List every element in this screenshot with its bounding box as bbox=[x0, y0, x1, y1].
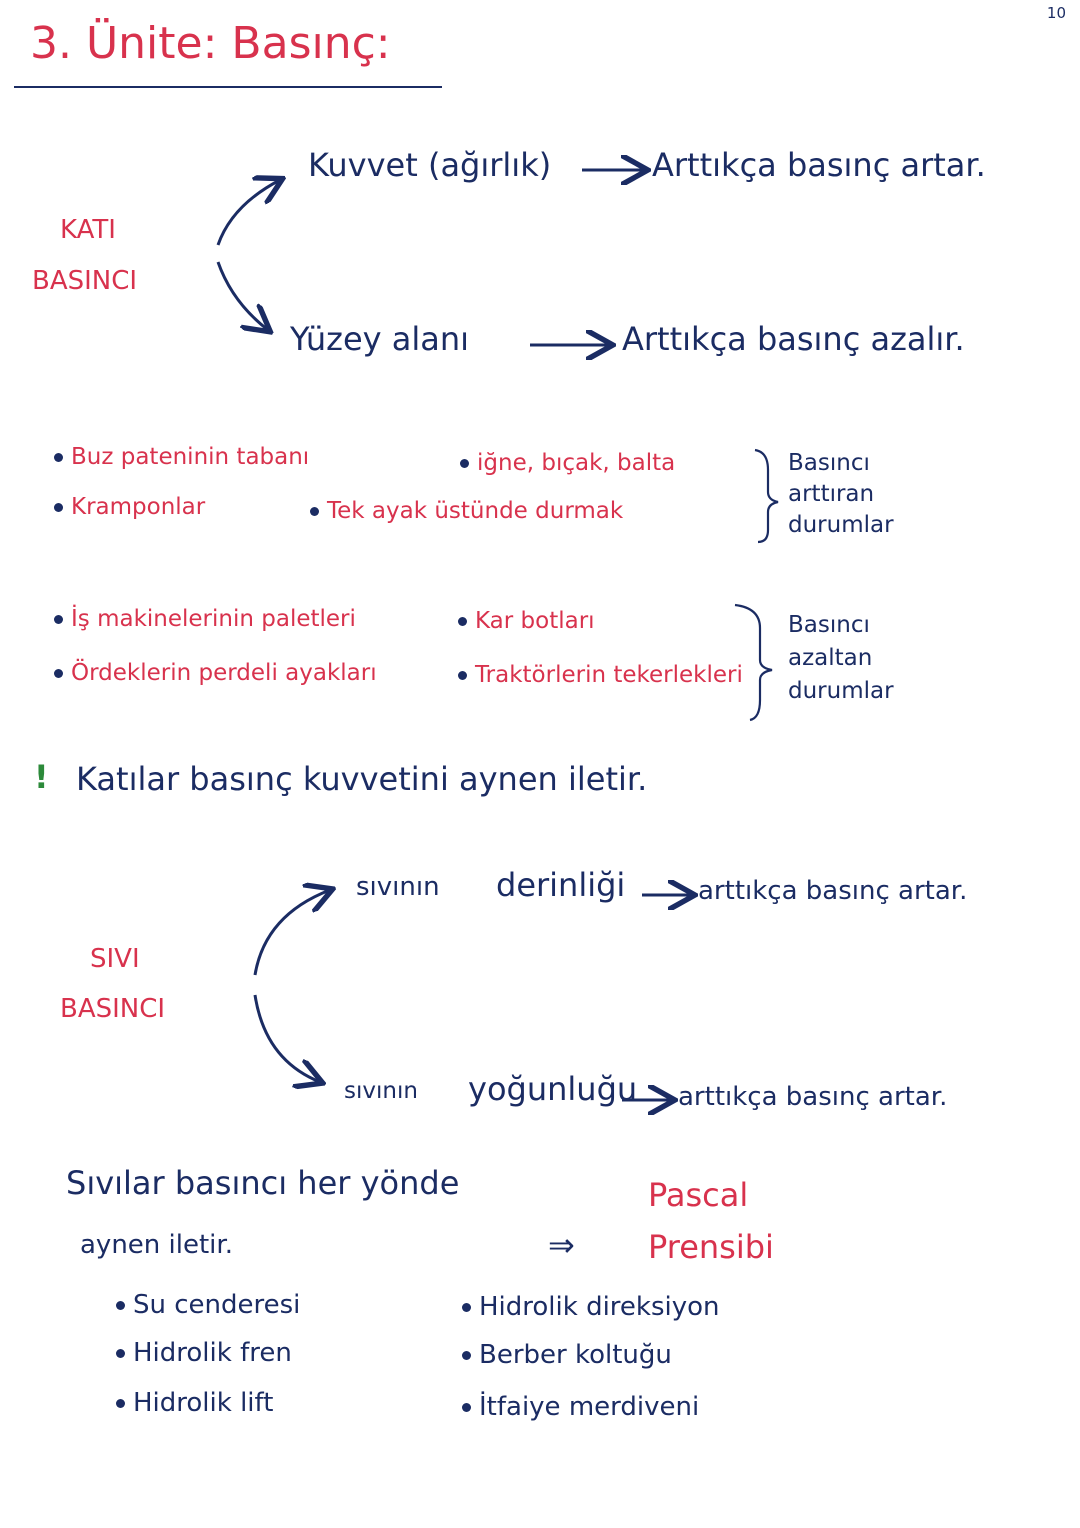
pascal-name-line2: Prensibi bbox=[648, 1228, 774, 1266]
decrease-label-line1: Basıncı bbox=[788, 612, 870, 638]
page-number: 10 bbox=[1046, 4, 1066, 22]
increase-label-line1: Basıncı bbox=[788, 450, 870, 476]
pascal-statement-line2: aynen iletir. bbox=[80, 1230, 233, 1260]
pascal-example-left-1: Su cenderesi bbox=[116, 1290, 300, 1320]
increase-brace bbox=[755, 450, 778, 542]
page-title: 3. Ünite: Basınç: bbox=[30, 18, 391, 69]
decrease-label-line2: azaltan bbox=[788, 645, 873, 671]
bullet-icon bbox=[54, 615, 63, 624]
bullet-icon bbox=[310, 507, 319, 516]
bullet-icon bbox=[458, 671, 467, 680]
implies-icon: ⇒ bbox=[548, 1226, 575, 1264]
increase-example-1: Buz pateninin tabanı bbox=[54, 444, 309, 470]
solid-branch-down-arrow bbox=[218, 262, 268, 330]
solid-force-result: Arttıkça basınç artar. bbox=[652, 146, 986, 184]
liquid-heading-line1: SIVI bbox=[90, 944, 140, 974]
bullet-icon bbox=[54, 453, 63, 462]
bullet-icon bbox=[462, 1303, 471, 1312]
liquid-branch-down-arrow bbox=[255, 995, 320, 1082]
decrease-example-2: Ördeklerin perdeli ayakları bbox=[54, 660, 377, 686]
increase-label-line3: durumlar bbox=[788, 512, 894, 538]
bullet-icon bbox=[54, 503, 63, 512]
pascal-name-line1: Pascal bbox=[648, 1176, 749, 1214]
solid-branch-up-arrow bbox=[218, 180, 280, 245]
increase-label-line2: arttıran bbox=[788, 481, 875, 507]
solid-force-label: Kuvvet (ağırlık) bbox=[308, 146, 552, 184]
pascal-example-right-3: İtfaiye merdiveni bbox=[462, 1392, 699, 1422]
pascal-example-right-1: Hidrolik direksiyon bbox=[462, 1292, 720, 1322]
solid-heading-line2: BASINCI bbox=[32, 266, 138, 296]
liquid-density-prefix: sıvının bbox=[344, 1078, 418, 1104]
solid-transmission-note: Katılar basınç kuvvetini aynen iletir. bbox=[76, 760, 648, 798]
bullet-icon bbox=[116, 1399, 125, 1408]
bullet-icon bbox=[116, 1301, 125, 1310]
decrease-label-line3: durumlar bbox=[788, 678, 894, 704]
increase-example-3: iğne, bıçak, balta bbox=[460, 450, 675, 476]
solid-area-label: Yüzey alanı bbox=[290, 320, 470, 358]
liquid-depth-result: arttıkça basınç artar. bbox=[698, 876, 968, 906]
pascal-example-right-2: Berber koltuğu bbox=[462, 1340, 672, 1370]
bullet-icon bbox=[116, 1349, 125, 1358]
exclamation-icon: ! bbox=[34, 758, 49, 796]
decrease-example-3: Kar botları bbox=[458, 608, 595, 634]
pascal-example-left-3: Hidrolik lift bbox=[116, 1388, 273, 1418]
bullet-icon bbox=[460, 459, 469, 468]
increase-example-4: Tek ayak üstünde durmak bbox=[310, 498, 623, 524]
decrease-example-4: Traktörlerin tekerlekleri bbox=[458, 662, 743, 688]
bullet-icon bbox=[54, 669, 63, 678]
liquid-depth-prefix: sıvının bbox=[356, 872, 440, 902]
solid-area-result: Arttıkça basınç azalır. bbox=[622, 320, 965, 358]
decrease-example-1: İş makinelerinin paletleri bbox=[54, 606, 356, 632]
bullet-icon bbox=[458, 617, 467, 626]
increase-example-2: Kramponlar bbox=[54, 494, 205, 520]
bullet-icon bbox=[462, 1403, 471, 1412]
liquid-density-result: arttıkça basınç artar. bbox=[678, 1082, 948, 1112]
pascal-statement-line1: Sıvılar basıncı her yönde bbox=[66, 1164, 460, 1202]
liquid-depth-label: derinliği bbox=[496, 866, 626, 904]
bullet-icon bbox=[462, 1351, 471, 1360]
solid-heading-line1: KATI bbox=[60, 215, 116, 245]
liquid-branch-up-arrow bbox=[255, 890, 330, 975]
pascal-example-left-2: Hidrolik fren bbox=[116, 1338, 292, 1368]
liquid-heading-line2: BASINCI bbox=[60, 994, 166, 1024]
liquid-density-label: yoğunluğu bbox=[468, 1070, 638, 1108]
